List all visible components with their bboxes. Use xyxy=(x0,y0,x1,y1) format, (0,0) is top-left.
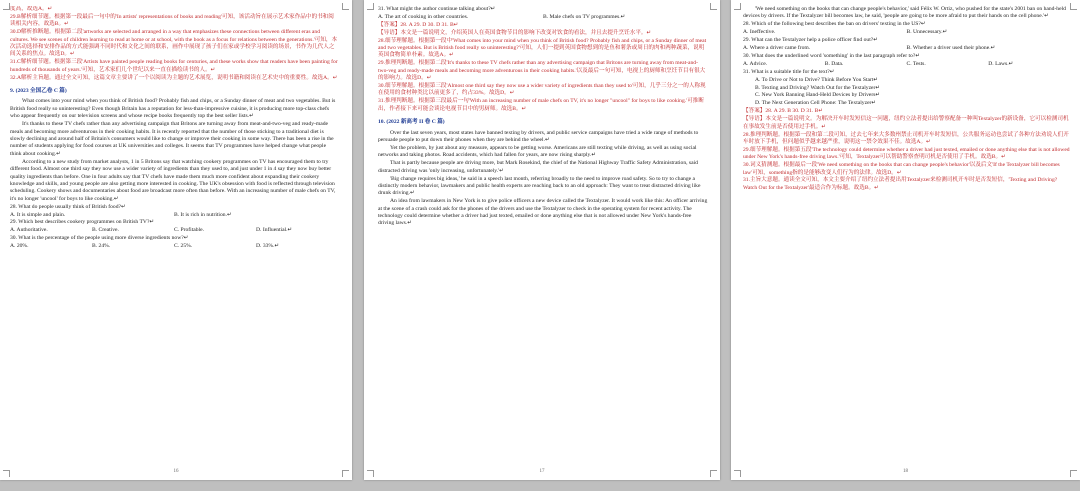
paragraph: Over the last seven years, most states have banned texting by drivers, and public service campaigns have tried a wide range of methods to persuade people to put down their phones when they are behind the wheel.↵ xyxy=(378,129,699,143)
page-number: 18 xyxy=(903,468,908,474)
answer-option: D. 33%.↵ xyxy=(256,243,280,250)
question-text: 29. What can the Textalyzer help a police officer find out?↵ xyxy=(743,37,878,44)
answer-option: B. 24%. xyxy=(92,243,111,250)
question-text: 28. Which of the following best describes the ban on drivers' texting in the US?↵ xyxy=(743,21,926,28)
answer-options xyxy=(743,61,1070,68)
answer-option: D. Laws.↵ xyxy=(988,60,1014,67)
corner-mark xyxy=(1070,3,1077,10)
answer-explanation: 【导语】本文是一篇说明文，介绍英国人在英国食物节目的影响下改变对饮食的看法，并且去提升烹饪水平。↵ xyxy=(378,29,652,36)
answer-option: A. The art of cooking in other countries. xyxy=(378,13,469,20)
paragraph: What comes into your mind when you think of British food? Probably fish and chips, or a Sunday dinner of meat and two vegetables. But is British food really so uninteresting? Even though Britain has a reputation for less-than-impressive cuisine, it is producing more top-class chefs who appear frequently on our television screens and whose recipe books frequently top the best seller lists.↵ xyxy=(10,98,336,120)
page-number: 16 xyxy=(173,468,179,474)
answer-option: D. Influential.↵ xyxy=(256,227,293,234)
answer-explanation: 30.细节理解题。根据第三段'Almost one third say they now use a wider variety of ingredients than they used to'可知，几乎三分之一的人称现在使用的食材种类比以前更多了，约占33%。故选D。↵ xyxy=(378,83,706,97)
answer-options xyxy=(378,14,708,21)
section-heading: 9. (2023 全国乙卷 C 篇) xyxy=(10,88,67,95)
page-number: 17 xyxy=(539,468,545,474)
answer-explanation: 【导语】本文是一篇说明文。为解决开车时发短信这一问题，纽约立法者提出给警察配备一种叫Textalyzer的新设备，它可以检测司机在事故发生前是否使用过手机。↵ xyxy=(743,116,1069,130)
paragraph: Yet the problem, by just about any measure, appears to be getting worse. Americans are still texting while driving, as well as using social networks and taking photos. Road accidents, which had fallen for years, are now rising sharply.↵ xyxy=(378,144,697,159)
answer-option: B. Unnecessary.↵ xyxy=(906,29,948,36)
corner-mark xyxy=(342,3,349,10)
document-page-3 xyxy=(731,0,1080,480)
answer-option: C. Tests. xyxy=(906,60,926,67)
answer-explanation: 31.推理判断题。根据第三段最后一句'With an increasing number of male chefs on TV, it's no longer "uncool" for boys to like cooking.'可推断出，作者接下来可能会谈论电视节目中的男厨师。故选B。↵ xyxy=(378,98,704,112)
answer-option: C. 25%. xyxy=(174,243,193,250)
answer-option: A. Where a driver came from. xyxy=(743,45,811,52)
document-page-1 xyxy=(0,0,352,480)
answer-options xyxy=(10,227,338,234)
section-heading: 10. (2022 新高考 II 卷 C 篇) xyxy=(378,119,445,126)
corner-mark xyxy=(734,3,741,10)
answer-options xyxy=(10,243,338,250)
paragraph: An idea from lawmakers in New York is to give police officers a new device called the Textalyzer. It would work like this: An officer arriving at the scene of a crash could ask for the phones of the drivers and use the Textalyzer to check in the operating system for recent activity. The technology could determine whether a driver had just texted, emailed or done anything else that is not allowed under New York's hands-free driving laws.↵ xyxy=(378,198,708,227)
paragraph: 'Big change requires big ideas,' he said in a speech last month, referring broadly to the need to improve road safety. So to try to change a distinctly modern behavior, lawmakers and public health experts are reaching back to an old approach: They want to treat distracted driving like drunk driving.↵ xyxy=(378,175,701,197)
answer-option: C. Profitable. xyxy=(174,227,204,234)
answer-explanation: 度高，故选A。↵ xyxy=(10,6,53,12)
answer-option: B. It is rich in nutrition.↵ xyxy=(174,211,232,218)
paragraph: B. Texting and Driving? Watch Out for the Textalyzer↵ xyxy=(755,84,881,91)
answer-explanation: 30.D解析推断题。根据第二段'artworks are selected and arranged in a way that emphasizes these connections between different eras and cultures. We see scenes of children learning to read at home or at school, with the book as a focus for relations between the generations.'可知，本次活动选择和安排作品的方式能强调不同时代和文化之间的联系，画作中展现了孩子们在家或学校学习阅读的场景，书作为几代人之间关系的焦点。故选D。↵ xyxy=(10,29,338,58)
corner-mark xyxy=(710,3,717,10)
answer-explanation: 32.A解析主旨题。通过全文可知，这篇文章主要讲了一个以阅读为主题的艺术展览，说明书籍和阅读在艺术史中的重要性。故选A。↵ xyxy=(10,74,338,81)
question-text: 30. What does the underlined word 'something' in the last paragraph refer to?↵ xyxy=(743,52,921,59)
answer-explanation: 31.C解析细节题。根据第三段'Artists have painted people reading books for centuries, and these works show that readers have been painting for hundreds of thousands of years.'可知，艺术家们几个世纪以来一直在描绘读书的人。↵ xyxy=(10,59,338,73)
paragraph: C. New York Banning Hand-Held Devices by Drivers↵ xyxy=(755,92,881,99)
answer-explanation: 【答案】28. A 29. D 30. D 31. B↵ xyxy=(378,21,459,28)
question-text: 30. What is the percentage of the people using more diverse ingredients now?↵ xyxy=(10,235,189,242)
answer-explanation: 29.细节理解题。根据第五段'The technology could determine whether a driver had just texted, emailed or done anything else that is not allowed under New York's hands-free driving laws.'可知，Textalyzer可以帮助警察查明司机是否使用了手机。故选B。↵ xyxy=(743,146,1070,161)
answer-explanation: 29.推理判断题。根据第二段'It's thanks to these TV chefs rather than any advertising campaign that Britons are turning away from meat-and-two-veg and ready-made meals and becoming more adventurous in their cooking habits.'以及最后一句可知，电视上的厨师和烹饪节目有很大的影响力。故选D。↵ xyxy=(378,60,706,82)
answer-explanation: 28.细节理解题。根据第一段中'What comes into your mind when you think of British food? Probably fish and chips, or a Sunday dinner of meat and two vegetables. But is British food really so uninteresting?'可知，人们一提到英国食物想到的是鱼和薯条或周日的肉和两种蔬菜，说明英国食物简单朴素。故选A。↵ xyxy=(378,37,707,59)
answer-explanation: 【答案】28. A 29. B 30. D 31. B↵ xyxy=(743,108,824,115)
question-text: 28. What do people usually think of British food?↵ xyxy=(10,203,126,210)
corner-mark xyxy=(367,3,374,10)
page-body xyxy=(378,6,708,462)
answer-option: B. Creative. xyxy=(92,227,119,234)
document-page-2 xyxy=(364,0,720,480)
answer-options xyxy=(10,212,338,219)
paragraph: D. The Next Generation Cell Phone: The Textalyzer↵ xyxy=(755,100,877,107)
answer-option: B. Whether a driver used their phone.↵ xyxy=(906,45,996,52)
answer-option: A. Ineffective. xyxy=(743,29,776,36)
question-text: 29. Which best describes cookery programmes on British TV?↵ xyxy=(10,219,155,226)
paragraph: According to a new study from market analysts, 1 in 5 Britons say that watching cookery programmes on TV has encouraged them to try different food. Almost one third say they now use a wider variety of ingredients than they used to, and just under 1 in 4 say they now buy better quality ingredients than before. One in four adults say that TV chefs have made them much more confident about expanding their cookery knowledge and skills, and young people are also getting more interested in cooking. The UK's obsession with food is reflected through television scheduling. Cookery shows and documentaries about food are broadcast more often than before. With an increasing number of male chefs on TV, it's no longer 'uncool' for boys to like cooking.↵ xyxy=(10,158,336,202)
paragraph: That is partly because people are driving more, but Mark Rosekind, the chief of the National Highway Traffic Safety Administration, said distracted driving was 'only increasing, unfortunately.'↵ xyxy=(378,160,698,174)
answer-option: A. Authoritative. xyxy=(10,227,48,234)
paragraph: A. To Drive or Not to Drive? Think Before You Start↵ xyxy=(755,76,879,83)
answer-explanation: 29.B解析细节题。根据第一段最后一句中的'In artists' representations of books and reading'可知，该活动旨在展示艺术家作品中的书和阅读相关内容，故选B。↵ xyxy=(10,13,334,28)
question-text: 31. What is a suitable title for the text?↵ xyxy=(743,68,835,75)
paragraph: 'We need something on the books that can change people's behavior,' said Félix W. Ortiz, who pushed for the state's 2001 ban on hand-held devices by drivers. If the Textalyzer bill becomes law, he said, 'people are going to be more afraid to put their hands on the cell phone.'↵ xyxy=(743,6,1066,20)
corner-mark xyxy=(3,3,10,10)
paragraph: It's thanks to these TV chefs rather than any advertising campaign that Britons are turning away from meat-and-two-veg and ready-made meals and becoming more adventurous in their cooking habits. It is recently reported that the number of those sticking to a traditional diet is slowly declining and around half of Britain's consumers would like to change or improve their cooking in some way. There has been a rise in the number of students applying for food courses at UK universities and colleges. It seems that TV programmes have helped change what people think about cooking.↵ xyxy=(10,121,334,157)
answer-options xyxy=(743,45,1070,52)
answer-option: A. Advice. xyxy=(743,60,768,67)
answer-option: A. It is simple and plain. xyxy=(10,211,66,218)
answer-options xyxy=(743,29,1070,36)
answer-option: B. Male chefs on TV programmes.↵ xyxy=(543,13,626,20)
answer-option: A. 20%. xyxy=(10,243,29,250)
page-body xyxy=(10,6,338,462)
question-text: 31. What might the author continue talking about?↵ xyxy=(378,6,496,12)
page-body xyxy=(743,6,1070,462)
answer-explanation: 30.词义猜测题。根据最后一段'We need something on the books that can change people's behavior'以及后文'If the Textalyzer bill becomes law'可知，something指的是能够改变人们行为的法律。故选D。↵ xyxy=(743,162,1060,176)
answer-explanation: 28.推理判断题。根据第一段和第二段可知，过去七年来大多数州禁止司机开车时发短信，公共服务运动也尝试了各种方法劝说人们开车时放下手机，但问题似乎越来越严重，说明这一禁令效果不佳。故选A。↵ xyxy=(743,131,1069,145)
answer-explanation: 31.主旨大意题。通读全文可知，本文主要介绍了纽约立法者提出用Textalyzer来检测司机开车时是否发短信，'Texting and Driving? Watch Out for the Textalyzer'最适合作为标题。故选B。↵ xyxy=(743,177,1058,191)
answer-option: B. Data. xyxy=(824,60,844,67)
